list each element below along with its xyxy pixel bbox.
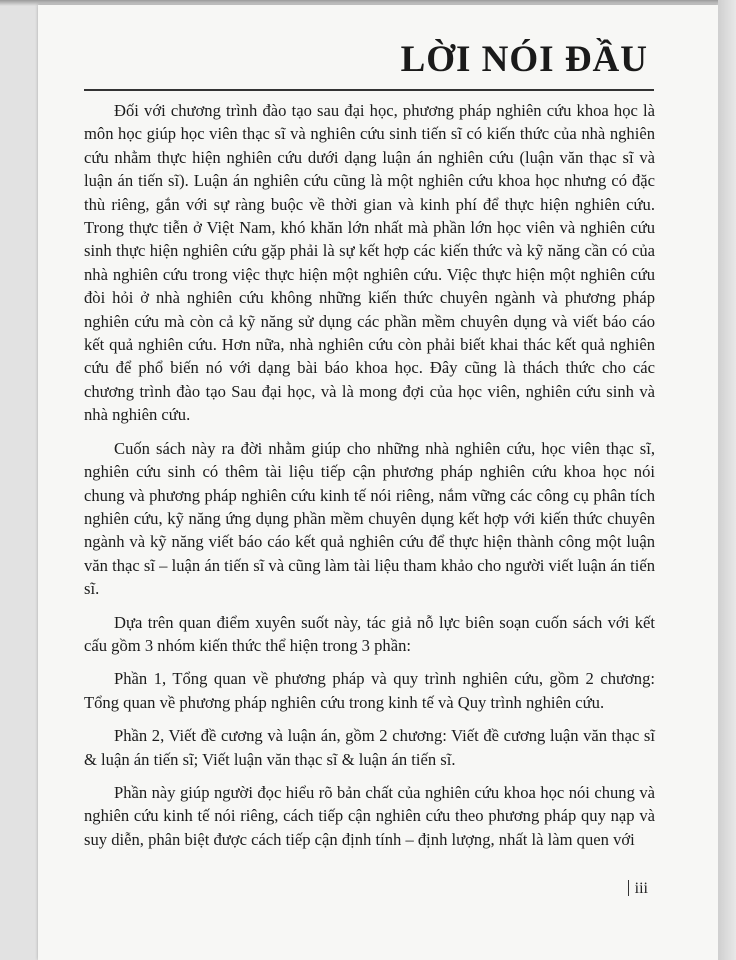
page-title: LỜI NÓI ĐẦU — [400, 39, 648, 80]
page-number — [628, 880, 648, 898]
paragraph: Dựa trên quan điểm xuyên suốt này, tác giả nỗ lực biên soạn cuốn sách với kết cấu gồm 3 nhóm kiến thức thể hiện trong 3 phần: — [84, 612, 655, 655]
body-text — [84, 99, 655, 861]
paragraph: Phần 1, Tổng quan về phương pháp và quy trình nghiên cứu, gồm 2 chương: Tổng quan về phương pháp nghiên cứu trong kinh tế và Quy trình nghiên cứu. — [84, 669, 655, 712]
page-number-text: iii — [634, 880, 648, 897]
page-edge — [718, 0, 736, 960]
page-number-divider — [628, 880, 629, 896]
title-underline — [84, 89, 654, 91]
paragraph: Phần 2, Viết đề cương và luận án, gồm 2 chương: Viết đề cương luận văn thạc sĩ & luận án tiến sĩ; Viết luận văn thạc sĩ & luận án tiến sĩ. — [84, 726, 655, 769]
paragraph: Phần này giúp người đọc hiểu rõ bản chất của nghiên cứu khoa học nói chung và nghiên cứu kinh tế nói riêng, cách tiếp cận nghiên cứu theo phương pháp quy nạp và suy diễn, phân biệt được cách tiếp cận định tính – định lượng, nhất là làm quen với — [84, 782, 655, 849]
paragraph: Cuốn sách này ra đời nhằm giúp cho những nhà nghiên cứu, học viên thạc sĩ, nghiên cứu sinh có thêm tài liệu tiếp cận phương pháp nghiên cứu khoa học nói chung và phương pháp nghiên cứu kinh tế nói riêng, nắm vững các công cụ phân tích nghiên cứu, kỹ năng ứng dụng phần mềm chuyên dụng kết hợp với kiến thức chuyên ngành và kỹ năng viết báo cáo kết quả nghiên cứu để thực hiện thành công một luận văn thạc sĩ – luận án tiến sĩ và cũng làm tài liệu tham khảo cho người viết luận án tiến sĩ. — [84, 438, 655, 599]
paragraph: Đối với chương trình đào tạo sau đại học, phương pháp nghiên cứu khoa học là môn học giúp học viên thạc sĩ và nghiên cứu sinh tiến sĩ có kiến thức của nhà nghiên cứu nhằm thực hiện nghiên cứu dưới dạng luận án nghiên cứu (luận văn thạc sĩ và luận án tiến sĩ). Luận án nghiên cứu cũng là một nghiên cứu khoa học nhưng có đặc thù riêng, gắn với sự ràng buộc về thời gian và kinh phí để thực hiện nghiên cứu. Trong thực tiễn ở Việt Nam, khó khăn lớn nhất mà phần lớn học viên và nghiên cứu sinh thực hiện nghiên cứu gặp phải là sự kết hợp các kiến thức và kỹ năng cần có của nhà nghiên cứu trong việc thực hiện một nghiên cứu. Việc thực hiện một nghiên cứu đòi hỏi ở nhà nghiên cứu không những kiến thức chuyên ngành và phương pháp nghiên cứu mà còn cả kỹ năng sử dụng các phần mềm chuyên dụng và viết báo cáo kết quả nghiên cứu. Hơn nữa, nhà nghiên cứu còn phải biết khai thác kết quả nghiên cứu để phổ biến nó với dạng bài báo khoa học. Đây cũng là thách thức cho các chương trình đào tạo Sau đại học, và là mong đợi của học viên, nghiên cứu sinh và nhà nghiên cứu. — [84, 101, 655, 425]
